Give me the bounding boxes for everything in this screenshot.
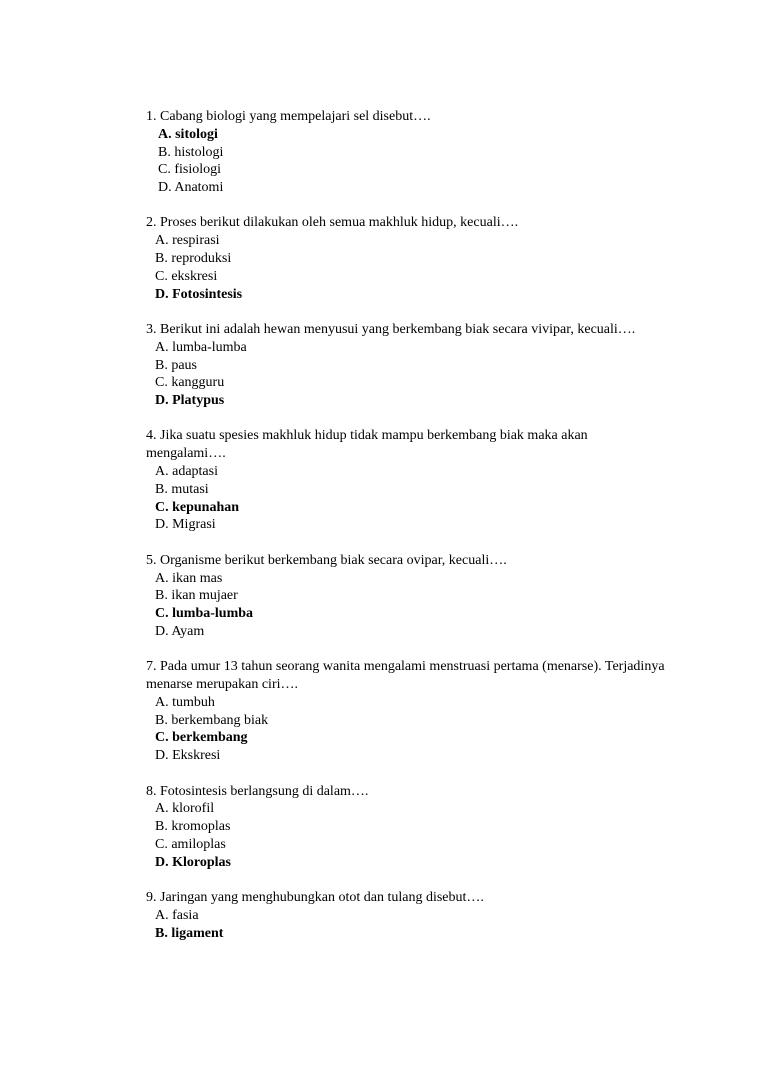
answer-options <box>146 126 666 197</box>
answer-option: C. kangguru <box>155 375 225 391</box>
answer-option: B. ikan mujaer <box>155 588 238 604</box>
question-block <box>146 108 666 197</box>
correct-answer-option: D. Fotosintesis <box>155 286 243 302</box>
question-block <box>146 783 666 872</box>
question-block <box>146 552 666 641</box>
answer-option: A. adaptasi <box>155 464 218 480</box>
answer-options <box>146 800 666 871</box>
correct-answer-option: C. kepunahan <box>155 499 240 515</box>
answer-option: B. mutasi <box>155 481 209 497</box>
answer-options <box>146 570 666 641</box>
correct-answer-option: C. berkembang <box>155 730 248 746</box>
answer-option: B. berkembang biak <box>155 712 269 728</box>
answer-options <box>146 907 666 943</box>
correct-answer-option: D. Platypus <box>155 393 225 409</box>
answer-option: B. histologi <box>158 144 224 160</box>
question-block <box>146 889 666 942</box>
answer-option: A. lumba-lumba <box>155 339 247 355</box>
answer-option: C. fisiologi <box>158 162 222 178</box>
question-block <box>146 321 666 410</box>
answer-options <box>146 339 666 410</box>
question-stem: 5. Organisme berikut berkembang biak secara ovipar, kecuali…. <box>146 552 507 568</box>
answer-option: B. kromoplas <box>155 819 231 835</box>
answer-option: A. fasia <box>155 907 199 923</box>
question-list <box>146 108 666 960</box>
answer-option: D. Ayam <box>155 623 205 639</box>
question-block <box>146 427 666 534</box>
answer-option: D. Anatomi <box>158 180 224 196</box>
answer-options <box>146 463 666 534</box>
answer-options <box>146 232 666 303</box>
answer-option: B. reproduksi <box>155 251 232 267</box>
answer-option: A. respirasi <box>155 233 220 249</box>
answer-option: D. Ekskresi <box>155 748 221 764</box>
question-stem: 8. Fotosintesis berlangsung di dalam…. <box>146 783 369 799</box>
correct-answer-option: A. sitologi <box>158 126 218 142</box>
question-stem: 9. Jaringan yang menghubungkan otot dan tulang disebut…. <box>146 889 484 905</box>
correct-answer-option: D. Kloroplas <box>155 854 231 870</box>
answer-option: A. tumbuh <box>155 694 215 710</box>
answer-options <box>146 694 666 765</box>
answer-option: A. ikan mas <box>155 570 223 586</box>
question-stem: 7. Pada umur 13 tahun seorang wanita mengalami menstruasi pertama (menarse). Terjadinya menarse merupakan ciri…. <box>146 659 665 693</box>
answer-option: B. paus <box>155 357 197 373</box>
answer-option: C. amiloplas <box>155 836 226 852</box>
question-stem: 4. Jika suatu spesies makhluk hidup tidak mampu berkembang biak maka akan mengalami…. <box>146 428 588 462</box>
question-stem: 1. Cabang biologi yang mempelajari sel disebut…. <box>146 109 431 124</box>
answer-option: C. ekskresi <box>155 268 218 284</box>
question-stem: 2. Proses berikut dilakukan oleh semua makhluk hidup, kecuali…. <box>146 215 519 231</box>
question-block <box>146 658 666 765</box>
correct-answer-option: C. lumba-lumba <box>155 606 254 622</box>
correct-answer-option: B. ligament <box>155 925 224 941</box>
answer-option: D. Migrasi <box>155 517 216 533</box>
question-block <box>146 214 666 303</box>
question-stem: 3. Berikut ini adalah hewan menyusui yang berkembang biak secara vivipar, kecuali…. <box>146 321 636 337</box>
answer-option: A. klorofil <box>155 801 215 817</box>
